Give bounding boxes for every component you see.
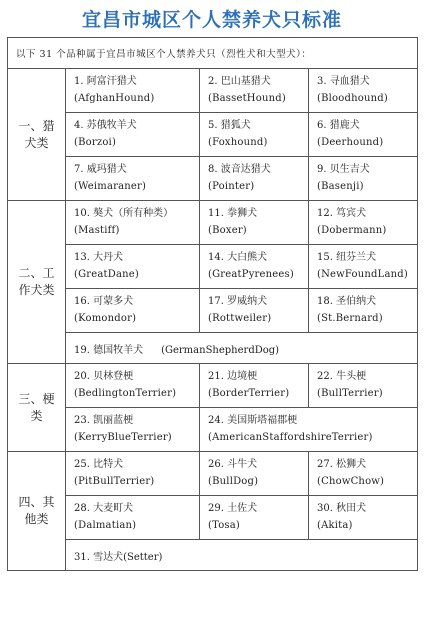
category-label-line2: 作犬类 xyxy=(18,283,55,297)
table-row xyxy=(8,69,418,113)
breed-cell xyxy=(309,496,418,540)
breed-name-en: (Rottweiler) xyxy=(208,313,272,324)
table-row xyxy=(8,157,418,201)
breed-number: 15. xyxy=(317,252,333,263)
breed-name-en: (GreatPyrenees) xyxy=(208,269,294,280)
breed-name-zh: 笃宾犬 xyxy=(336,208,367,219)
breed-cell xyxy=(200,364,309,408)
breed-number: 2. xyxy=(208,76,218,87)
breed-number: 13. xyxy=(74,252,90,263)
breed-cell xyxy=(66,245,200,289)
table-row xyxy=(8,452,418,496)
category-cell-working-dogs xyxy=(8,201,66,364)
breed-number: 10. xyxy=(74,208,90,219)
breed-number: 7. xyxy=(74,164,84,175)
breed-cell xyxy=(66,333,418,364)
breed-name-en: (NewFoundLand) xyxy=(317,269,408,280)
breed-name-zh: 大白熊犬 xyxy=(227,252,268,263)
breed-number: 26. xyxy=(208,459,224,470)
breed-name-en: (Tosa) xyxy=(208,520,241,531)
breed-name-en: (AmericanStaffordshireTerrier) xyxy=(208,432,373,443)
intro-text: 以下 31 个品种属于宜昌市城区个人禁养犬只（烈性犬和大型犬）： xyxy=(8,38,418,69)
breed-cell xyxy=(200,496,309,540)
breed-cell xyxy=(309,201,418,245)
breed-name-zh: 贝林登梗 xyxy=(93,371,134,382)
category-label-line1: 二、工 xyxy=(18,266,55,280)
breed-name-en: (Boxer) xyxy=(208,225,247,236)
breed-cell xyxy=(309,157,418,201)
breed-cell xyxy=(66,157,200,201)
breed-number: 17. xyxy=(208,296,224,307)
breed-cell xyxy=(309,113,418,157)
category-cell-others xyxy=(8,452,66,571)
breed-number: 11. xyxy=(208,208,224,219)
breed-name-en: (Dobermann) xyxy=(317,225,387,236)
banned-breeds-table xyxy=(7,37,418,571)
table-row xyxy=(8,364,418,408)
breed-name-zh: 猎鹿犬 xyxy=(329,120,360,131)
breed-name-en: (Pointer) xyxy=(208,181,255,192)
breed-cell xyxy=(66,69,200,113)
breed-number: 25. xyxy=(74,459,90,470)
breed-cell xyxy=(200,452,309,496)
breed-number: 19. xyxy=(74,344,90,356)
breed-cell xyxy=(66,452,200,496)
table-row xyxy=(8,540,418,571)
breed-name-zh: 松狮犬 xyxy=(336,459,367,470)
breed-name-en: (KerryBlueTerrier) xyxy=(74,432,172,443)
breed-name-en: (PitBullTerrier) xyxy=(74,476,155,487)
breed-name-en: (ChowChow) xyxy=(317,476,385,487)
breed-number: 4. xyxy=(74,120,84,131)
breed-cell xyxy=(200,157,309,201)
table-row xyxy=(8,333,418,364)
breed-name-zh: 凯丽蓝梗 xyxy=(93,415,134,426)
breed-number: 27. xyxy=(317,459,333,470)
breed-name-zh: 美国斯塔福郡梗 xyxy=(227,415,298,426)
breed-cell xyxy=(200,289,309,333)
breed-name-zh: 猎狐犬 xyxy=(220,120,251,131)
breed-cell xyxy=(309,452,418,496)
breed-cell xyxy=(309,364,418,408)
breed-cell xyxy=(66,496,200,540)
breed-name-en: (Dalmatian) xyxy=(74,520,137,531)
category-label-line1: 一、猎 xyxy=(18,118,55,133)
breed-name-zh: 边境梗 xyxy=(227,371,258,382)
breed-cell xyxy=(66,364,200,408)
breed-name-zh: 可蒙多犬 xyxy=(93,296,134,307)
breed-name-zh: 纽芬兰犬 xyxy=(336,252,377,263)
breed-name-zh: 牛头梗 xyxy=(336,371,367,382)
breed-name-zh: 獒犬（所有种类） xyxy=(93,208,174,219)
breed-name-en: (BassetHound) xyxy=(208,93,286,104)
breed-name-zh: 威玛猎犬 xyxy=(86,164,127,175)
breed-cell xyxy=(200,113,309,157)
category-cell-terriers xyxy=(8,364,66,452)
breed-name-en: (GermanShepherdDog) xyxy=(161,344,280,356)
breed-name-zh: 大丹犬 xyxy=(93,252,124,263)
breed-cell xyxy=(309,69,418,113)
breed-name-en: (BullTerrier) xyxy=(317,388,383,399)
breed-name-en: (BullDog) xyxy=(208,476,259,487)
breed-name-zh: 贝生吉犬 xyxy=(329,164,370,175)
breed-name-zh: 圣伯纳犬 xyxy=(336,296,377,307)
breed-name-zh: 巴山基猎犬 xyxy=(220,76,271,87)
breed-name-zh: 罗威纳犬 xyxy=(227,296,268,307)
category-label-line2: 类 xyxy=(30,408,43,423)
breed-number: 23. xyxy=(74,415,90,426)
breed-name-zh: 大麦町犬 xyxy=(93,503,134,514)
table-row xyxy=(8,408,418,452)
table-row xyxy=(8,201,418,245)
category-label-line1: 四、其 xyxy=(18,495,55,509)
breed-name-zh: 比特犬 xyxy=(93,459,124,470)
breed-cell xyxy=(66,113,200,157)
breed-name-en: (Weimaraner) xyxy=(74,181,147,192)
breed-number: 6. xyxy=(317,120,327,131)
breed-number: 16. xyxy=(74,296,90,307)
breed-cell xyxy=(200,408,418,452)
breed-name-en: (Setter) xyxy=(123,551,163,563)
breed-name-en: (Akita) xyxy=(317,520,353,531)
breed-name-zh: 雪达犬 xyxy=(93,551,124,563)
breed-number: 30. xyxy=(317,503,333,514)
breed-number: 8. xyxy=(208,164,218,175)
breed-number: 1. xyxy=(74,76,84,87)
breed-name-en: (Mastiff) xyxy=(74,225,120,236)
breed-number: 3. xyxy=(317,76,327,87)
category-label-line1: 三、梗 xyxy=(18,391,55,406)
breed-name-en: (GreatDane) xyxy=(74,269,140,280)
breed-name-en: (AfghanHound) xyxy=(74,93,155,104)
breed-cell xyxy=(66,540,418,571)
breed-number: 29. xyxy=(208,503,224,514)
breed-number: 28. xyxy=(74,503,90,514)
category-label-line2: 犬类 xyxy=(24,135,49,150)
breed-name-en: (BedlingtonTerrier) xyxy=(74,388,177,399)
breed-cell xyxy=(309,289,418,333)
breed-name-en: (BorderTerrier) xyxy=(208,388,290,399)
breed-name-en: (St.Bernard) xyxy=(317,313,383,324)
breed-cell xyxy=(200,201,309,245)
breed-name-zh: 斗牛犬 xyxy=(227,459,258,470)
breed-number: 5. xyxy=(208,120,218,131)
breed-name-zh: 秋田犬 xyxy=(336,503,367,514)
breed-cell xyxy=(200,245,309,289)
breed-cell xyxy=(66,289,200,333)
breed-name-zh: 阿富汗猎犬 xyxy=(86,76,137,87)
category-label-line2: 他类 xyxy=(24,512,49,526)
breed-name-zh: 波音达猎犬 xyxy=(220,164,271,175)
breed-number: 20. xyxy=(74,371,90,382)
breed-number: 9. xyxy=(317,164,327,175)
breed-number: 24. xyxy=(208,415,224,426)
page-title: 宜昌市城区个人禁养犬只标准 xyxy=(81,8,342,31)
breed-number: 12. xyxy=(317,208,333,219)
breed-name-zh: 苏俄牧羊犬 xyxy=(86,120,137,131)
table-row xyxy=(8,496,418,540)
breed-name-zh: 土佐犬 xyxy=(227,503,258,514)
table-row xyxy=(8,245,418,289)
breed-number: 21. xyxy=(208,371,224,382)
breed-number: 14. xyxy=(208,252,224,263)
breed-name-zh: 寻血猎犬 xyxy=(329,76,370,87)
category-cell-hounds xyxy=(8,69,66,201)
breed-cell xyxy=(200,69,309,113)
table-row xyxy=(8,289,418,333)
breed-name-zh: 德国牧羊犬 xyxy=(93,344,144,356)
breed-name-en: (Deerhound) xyxy=(317,137,384,148)
breed-name-en: (Borzoi) xyxy=(74,137,117,148)
breed-cell xyxy=(66,408,200,452)
table-row xyxy=(8,113,418,157)
breed-name-en: (Foxhound) xyxy=(208,137,268,148)
breed-name-en: (Basenji) xyxy=(317,181,364,192)
intro-row xyxy=(8,38,418,69)
breed-cell xyxy=(66,201,200,245)
breed-number: 18. xyxy=(317,296,333,307)
breed-cell xyxy=(309,245,418,289)
breed-name-zh: 拳狮犬 xyxy=(227,208,258,219)
breed-number: 22. xyxy=(317,371,333,382)
breed-name-en: (Bloodhound) xyxy=(317,93,388,104)
breed-name-en: (Komondor) xyxy=(74,313,137,324)
breed-number: 31. xyxy=(74,551,90,563)
